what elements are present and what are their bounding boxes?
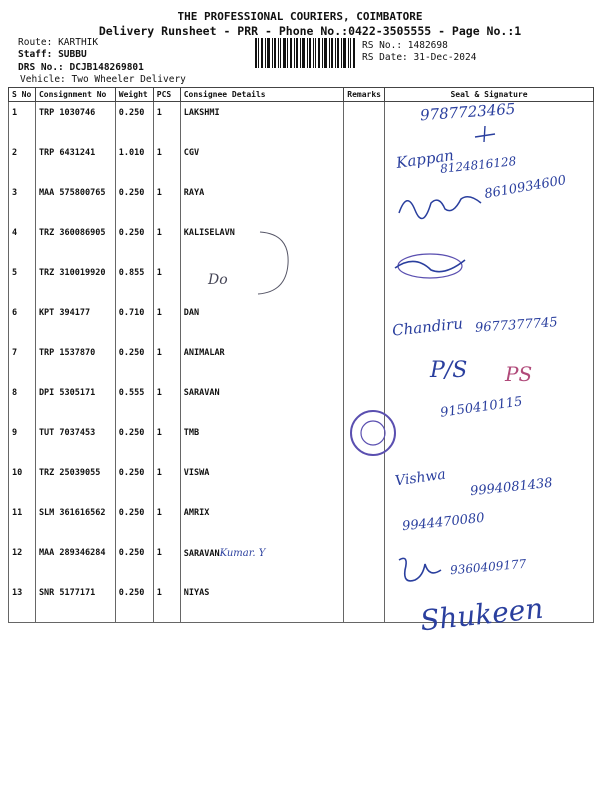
cell-consignment: TRZ 310019920: [35, 262, 115, 302]
route-value: KARTHIK: [58, 37, 99, 48]
cell-consignee: NIYAS: [180, 582, 344, 623]
handwritten-name-row10: Vishwa: [394, 466, 447, 490]
cell-consignment: TRZ 25039055: [35, 462, 115, 502]
cell-consignment: SNR 5177171: [35, 582, 115, 623]
stamp-signature-row5: [385, 236, 475, 286]
cell-pcs: 1: [153, 302, 180, 342]
col-header-consignment: Consignment No: [35, 88, 115, 102]
vehicle-value: Two Wheeler Delivery: [71, 74, 186, 85]
cell-consignee: AMRIX: [180, 502, 344, 542]
cell-weight: 0.250: [115, 222, 153, 262]
handwritten-phone-row12: 9360409177: [449, 556, 527, 578]
cell-weight: 0.555: [115, 382, 153, 422]
cell-sno: 8: [9, 382, 36, 422]
cell-remarks: [344, 582, 385, 623]
cell-consignment: MAA 575800765: [35, 182, 115, 222]
runsheet-title: Delivery Runsheet - PRR - Phone No.:0422-3505555 - Page No.:1: [98, 24, 522, 38]
rs-date-label: RS Date:: [362, 52, 408, 63]
cell-weight: 0.710: [115, 302, 153, 342]
cell-consignee: TMB: [180, 422, 344, 462]
signature-scribble-row12: [395, 550, 455, 590]
cell-weight: 0.250: [115, 182, 153, 222]
consignee-printed: SARAVAN: [183, 549, 220, 559]
company-title: THE PROFESSIONAL COURIERS, COIMBATORE: [177, 10, 423, 23]
cell-remarks: [344, 182, 385, 222]
cell-sno: 7: [9, 342, 36, 382]
cell-sno: 12: [9, 542, 36, 582]
handwritten-signature-row13: Shukeen: [418, 591, 545, 638]
handwritten-name-row6: Chandiru: [391, 314, 464, 340]
cell-weight: 0.250: [115, 102, 153, 143]
staff-value: SUBBU: [58, 49, 87, 60]
cell-pcs: 1: [153, 422, 180, 462]
cell-consignee: RAYA: [180, 182, 344, 222]
cell-consignment: TRZ 360086905: [35, 222, 115, 262]
cell-weight: 0.250: [115, 502, 153, 542]
cell-remarks: [344, 342, 385, 382]
cell-pcs: 1: [153, 462, 180, 502]
cell-consignee: LAKSHMI: [180, 102, 344, 143]
table-row: [9, 262, 594, 302]
cell-weight: 0.855: [115, 262, 153, 302]
cell-weight: 0.250: [115, 542, 153, 582]
cell-signature: [384, 422, 593, 462]
handwritten-phone-row8: 9150410115: [439, 394, 524, 421]
cell-consignment: TRP 6431241: [35, 142, 115, 182]
cell-consignee: KALISELAVN: [180, 222, 344, 262]
cell-sno: 1: [9, 102, 36, 143]
cell-pcs: 1: [153, 222, 180, 262]
handwritten-phone-row10: 9994081438: [469, 475, 554, 500]
handwritten-phone-row1: 9787723465: [419, 99, 516, 125]
handwritten-note-row5: Do: [208, 272, 228, 288]
cell-pcs: 1: [153, 382, 180, 422]
handwritten-name-row2: Kappan: [395, 146, 455, 172]
signature-scribble-row3: [395, 185, 485, 220]
cell-weight: 0.250: [115, 342, 153, 382]
cell-remarks: [344, 262, 385, 302]
cell-pcs: 1: [153, 182, 180, 222]
table-row: [9, 222, 594, 262]
cell-sno: 4: [9, 222, 36, 262]
cell-pcs: 1: [153, 502, 180, 542]
cell-pcs: 1: [153, 342, 180, 382]
cell-remarks: [344, 502, 385, 542]
cell-remarks: [344, 302, 385, 342]
cell-sno: 13: [9, 582, 36, 623]
cell-sno: 6: [9, 302, 36, 342]
cell-consignee: SARAVAN: [180, 382, 344, 422]
handwritten-mark-row7: P/S: [430, 358, 468, 383]
col-header-pcs: PCS: [153, 88, 180, 102]
col-header-remarks: Remarks: [344, 88, 385, 102]
route-label: Route:: [18, 37, 53, 48]
handwritten-phone-row11: 9944470080: [401, 510, 486, 535]
col-header-weight: Weight: [115, 88, 153, 102]
vehicle-info: [20, 74, 186, 85]
cell-pcs: 1: [153, 542, 180, 582]
col-header-signature: Seal & Signature: [384, 88, 593, 102]
staff-label: Staff:: [18, 49, 53, 60]
drs-label: DRS No.:: [18, 62, 64, 73]
drs-info: [18, 62, 144, 73]
cell-pcs: 1: [153, 582, 180, 623]
cell-remarks: [344, 542, 385, 582]
cell-signature: [384, 342, 593, 382]
cell-consignee: [180, 542, 344, 582]
signature-mark-row1: [470, 122, 500, 144]
cell-sno: 3: [9, 182, 36, 222]
cell-sno: 5: [9, 262, 36, 302]
cell-weight: 0.250: [115, 582, 153, 623]
barcode: [255, 38, 355, 68]
vehicle-label: Vehicle:: [20, 74, 66, 85]
table-row: [9, 502, 594, 542]
staff-info: [18, 49, 87, 60]
rs-date-value: 31-Dec-2024: [413, 52, 477, 63]
cell-consignee: CGV: [180, 142, 344, 182]
handwritten-phone-row3: 8610934600: [483, 172, 568, 203]
cell-consignment: DPI 5305171: [35, 382, 115, 422]
cell-sno: 2: [9, 142, 36, 182]
cell-sno: 10: [9, 462, 36, 502]
cell-consignment: TRP 1030746: [35, 102, 115, 143]
rs-number-value: 1482698: [407, 40, 448, 51]
handwritten-mark2-row7: PS: [505, 362, 533, 386]
cell-pcs: 1: [153, 102, 180, 143]
route-info: [18, 37, 98, 48]
cell-remarks: [344, 222, 385, 262]
cell-consignee: ANIMALAR: [180, 342, 344, 382]
handwritten-phone-row6: 9677377745: [474, 315, 559, 336]
drs-value: DCJB148269801: [69, 62, 144, 73]
rs-number-label: RS No.:: [362, 40, 403, 51]
cell-consignee: DAN: [180, 302, 344, 342]
cell-remarks: [344, 142, 385, 182]
cell-consignment: TRP 1537870: [35, 342, 115, 382]
rs-number-info: [362, 40, 448, 51]
col-header-sno: S No: [9, 88, 36, 102]
cell-weight: 1.010: [115, 142, 153, 182]
handwritten-phone-row2: 8124816128: [439, 154, 517, 176]
cell-weight: 0.250: [115, 422, 153, 462]
table-row: [9, 422, 594, 462]
cell-pcs: 1: [153, 142, 180, 182]
cell-consignment: KPT 394177: [35, 302, 115, 342]
cell-sno: 9: [9, 422, 36, 462]
cell-remarks: [344, 102, 385, 143]
cell-sno: 11: [9, 502, 36, 542]
cell-consignment: MAA 289346284: [35, 542, 115, 582]
cell-consignment: SLM 361616562: [35, 502, 115, 542]
cell-weight: 0.250: [115, 462, 153, 502]
col-header-consignee: Consignee Details: [180, 88, 344, 102]
consignee-handwritten-suffix: Kumar. Y: [219, 548, 266, 559]
cell-consignment: TUT 7037453: [35, 422, 115, 462]
rs-date-info: [362, 52, 476, 63]
cell-consignee: VISWA: [180, 462, 344, 502]
cell-pcs: 1: [153, 262, 180, 302]
cell-remarks: [344, 462, 385, 502]
round-stamp-row9: [338, 408, 408, 458]
bracket-mark-row5: [250, 228, 300, 298]
